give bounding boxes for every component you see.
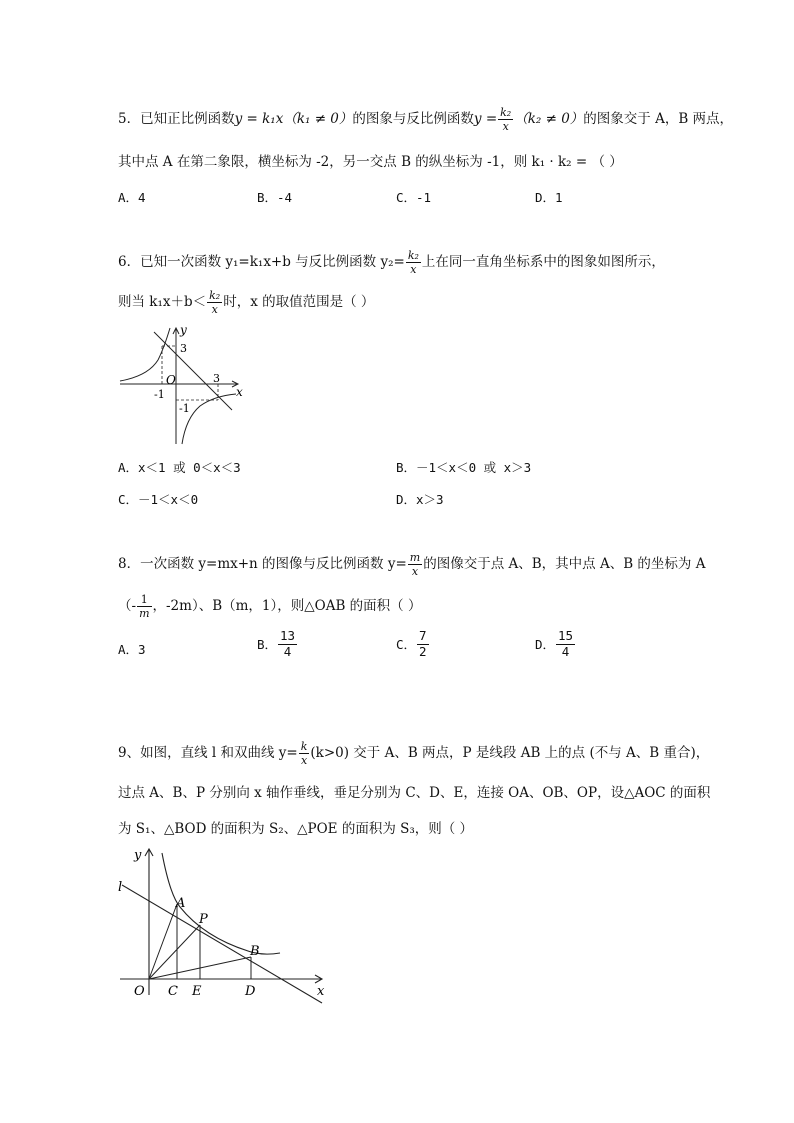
q5-text-b: 的图象与反比例函数 [352, 111, 474, 127]
q8-frac2-den: m [139, 607, 150, 620]
q6-hyperbola-right [182, 394, 236, 444]
q8-option-a-value: 3 [138, 642, 146, 657]
q6-frac2-num: k₂ [209, 289, 221, 302]
q5-frac-num: k₂ [500, 106, 512, 119]
q6-option-b[interactable]: B．－1＜x＜0 或 x＞3 [396, 460, 532, 475]
q6-frac-den: x [410, 263, 417, 276]
q5-fn2-lhs: y = [473, 111, 498, 127]
q8-text-d: ，-2m）、B（m，1），则△OAB 的面积（ ） [152, 598, 422, 614]
q8-line1 [118, 552, 705, 577]
q6-text-a: 6．已知一次函数 y₁=k₁x+b 与反比例函数 y₂= [118, 254, 405, 270]
q6-label-xm1: -1 [154, 388, 165, 401]
q5-option-b[interactable]: B．-4 [257, 190, 293, 205]
q5-line2: 其中点 A 在第二象限，横坐标为 -2，另一交点 B 的纵坐标为 -1，则 k₁ · k₂ = （ ） [118, 154, 623, 170]
q5-option-a[interactable]: A．4 [118, 190, 146, 205]
q9-fraction [299, 741, 310, 766]
q5-text-a: 5．已知正比例函数 [118, 111, 235, 127]
q8-text-a: 8．一次函数 y=mx+n 的图像与反比例函数 y= [118, 556, 407, 572]
q5-fn1: y = k₁x（k₁ ≠ 0） [234, 111, 353, 127]
q9-frac-den: x [300, 754, 308, 767]
q6-frac-num: k₂ [407, 249, 419, 262]
q9-label-x: x [317, 984, 325, 999]
q9-line3: 为 S₁、△BOD 的面积为 S₂、△POE 的面积为 S₃，则（ ） [118, 821, 474, 837]
q5-frac-den: x [502, 120, 509, 133]
q5-fn2-cond: （k₂ ≠ 0） [514, 111, 584, 127]
q6-line2 [118, 290, 374, 315]
q8-line2 [118, 594, 421, 619]
q6-graph [110, 322, 250, 447]
q6-label-x: x [236, 385, 243, 399]
q9-label-e: E [192, 984, 202, 999]
q9-label-o: O [134, 984, 145, 999]
q8-option-a[interactable] [118, 640, 146, 658]
q8-frac2-num: 1 [137, 594, 151, 607]
q8-fraction-2 [137, 594, 151, 619]
q8-option-b-fraction [278, 630, 297, 658]
q9-segment-oa [149, 904, 177, 979]
q8-option-c-fraction [417, 630, 429, 658]
q9-label-l: l [118, 880, 123, 895]
q9-text-b: (k>0) 交于 A、B 两点，P 是线段 AB 上的点 (不与 A、B 重合)， [310, 745, 710, 761]
q6-label-y: y [180, 323, 187, 337]
q9-frac-num: k [300, 740, 308, 753]
q6-frac2-den: x [211, 303, 218, 316]
q8-frac-den: x [411, 565, 419, 578]
q6-label-ym1: -1 [179, 402, 190, 415]
q8-option-c[interactable] [396, 630, 430, 658]
q9-segment-op [149, 925, 200, 979]
q8-option-a-letter: A． [118, 642, 139, 657]
q8-fraction [408, 552, 422, 577]
q8-frac-num: m [409, 551, 421, 564]
q6-text-c: 则当 k₁x＋b＜ [118, 294, 207, 310]
q9-graph [112, 845, 332, 1005]
q8-option-b[interactable] [257, 630, 298, 658]
q6-option-c[interactable]: C．－1＜x＜0 [118, 492, 199, 507]
q6-text-b: 上在同一直角坐标系中的图象如图所示， [421, 254, 665, 270]
q5-fraction [498, 107, 513, 132]
q9-text-a: 9、如图，直线 l 和双曲线 y= [118, 745, 298, 761]
q5-option-d[interactable]: D．1 [535, 190, 563, 205]
q6-option-d[interactable]: D．x＞3 [396, 492, 444, 507]
q6-linear-line [154, 332, 232, 410]
q9-label-b: B [250, 944, 260, 959]
q9-line1 [118, 741, 709, 766]
q5-line1 [118, 107, 733, 132]
q8-option-d-letter: D． [535, 637, 556, 652]
q8-option-d-den: 4 [561, 643, 570, 659]
q9-label-c: C [168, 984, 178, 999]
q6-text-d: 时，x 的取值范围是（ ） [223, 294, 375, 310]
q8-option-c-num: 7 [419, 628, 427, 643]
q6-label-x3: 3 [213, 372, 220, 385]
q6-label-o: O [166, 373, 176, 387]
q9-label-p: P [199, 912, 208, 927]
q9-label-d: D [245, 984, 256, 999]
q8-option-d-fraction [556, 630, 575, 658]
q8-option-d-num: 15 [558, 628, 574, 643]
q9-line2: 过点 A、B、P 分别向 x 轴作垂线，垂足分别为 C、D、E，连接 OA、OB、OP，设△AOC 的面积 [118, 785, 711, 801]
q8-option-b-letter: B． [257, 637, 278, 652]
q5-option-c[interactable]: C．-1 [396, 190, 432, 205]
q8-option-b-den: 4 [283, 643, 292, 659]
q6-option-a[interactable]: A．x＜1 或 0＜x＜3 [118, 460, 241, 475]
q9-label-a: A [176, 896, 186, 911]
q9-line-l [122, 885, 322, 1003]
q6-hyperbola-left [120, 328, 170, 381]
q8-option-d[interactable] [535, 630, 576, 658]
q8-option-b-num: 13 [280, 628, 296, 643]
q6-line1 [118, 250, 665, 275]
q6-label-y3: 3 [180, 342, 187, 355]
q9-label-y: y [134, 848, 142, 863]
q5-text-c: 的图象交于 A，B 两点， [583, 111, 734, 127]
q8-option-c-letter: C． [396, 637, 417, 652]
q8-text-b: 的图像交于点 A、B，其中点 A、B 的坐标为 A [423, 556, 706, 572]
q8-text-c: （- [118, 598, 137, 614]
q6-fraction-2 [207, 290, 222, 315]
q8-option-c-den: 2 [419, 643, 427, 659]
q6-fraction [406, 250, 421, 275]
